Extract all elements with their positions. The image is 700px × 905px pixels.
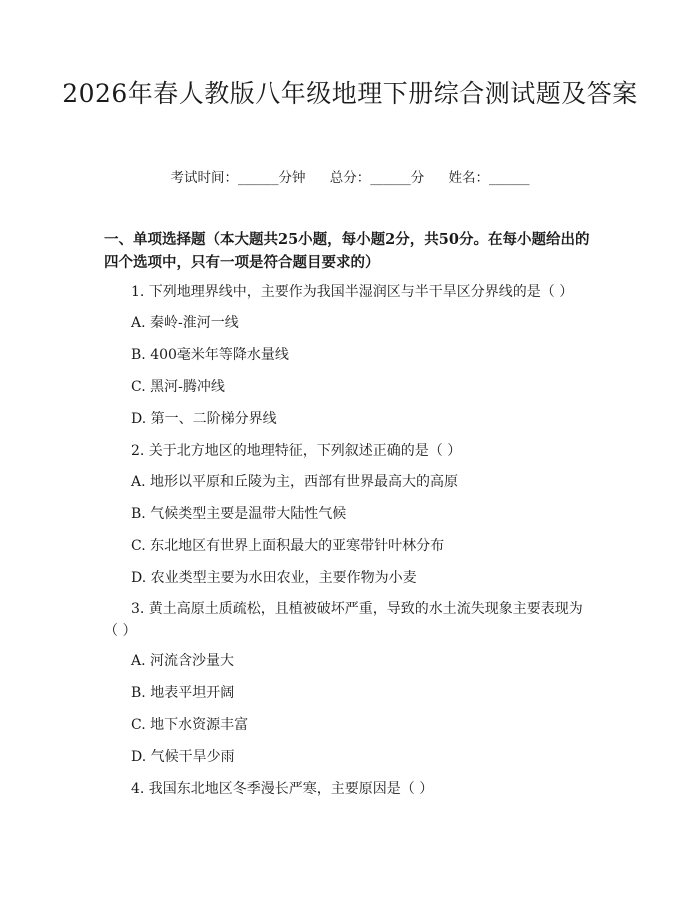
question-option: B. 地表平坦开阔 (131, 685, 235, 701)
question-option: D. 农业类型主要为水田农业，主要作物为小麦 (131, 570, 417, 586)
question-stem: 2. 关于北方地区的地理特征，下列叙述正确的是（ ） (131, 443, 462, 459)
question-option: C. 黑河-腾冲线 (131, 379, 225, 395)
section-heading: 一、单项选择题（本大题共25小题，每小题2分，共50分。在每小题给出的四个选项中，只有一项是符合题目要求的） (104, 231, 590, 271)
question-option: B. 气候类型主要是温带大陆性气候 (131, 506, 347, 522)
question-option: A. 秦岭-淮河一线 (131, 315, 239, 331)
question-option: B. 400毫米年等降水量线 (131, 347, 289, 363)
question-option: D. 气候干旱少雨 (131, 749, 235, 765)
document-title: 2026年春人教版八年级地理下册综合测试题及答案 (62, 79, 638, 108)
question-option: A. 河流含沙量大 (131, 653, 235, 669)
question-stem: 4. 我国东北地区冬季漫长严寒，主要原因是（ ） (131, 781, 434, 797)
question-stem: 3. 黄土高原土质疏松，且植被破坏严重，导致的水土流失现象主要表现为（ ） (104, 601, 583, 639)
exam-time: 考试时间：______分钟 (170, 170, 306, 186)
question-stem: 1. 下列地理界线中，主要作为我国半湿润区与半干旱区分界线的是（ ） (131, 284, 574, 300)
exam-info (0, 169, 700, 187)
exam-total-score: 总分：______分 (329, 170, 425, 186)
student-name: 姓名：______ (448, 170, 530, 186)
question-option: C. 东北地区有世界上面积最大的亚寒带针叶林分布 (131, 538, 445, 554)
question-option: D. 第一、二阶梯分界线 (131, 411, 277, 427)
question-option: C. 地下水资源丰富 (131, 717, 249, 733)
question-option: A. 地形以平原和丘陵为主，西部有世界最高大的高原 (131, 474, 459, 490)
